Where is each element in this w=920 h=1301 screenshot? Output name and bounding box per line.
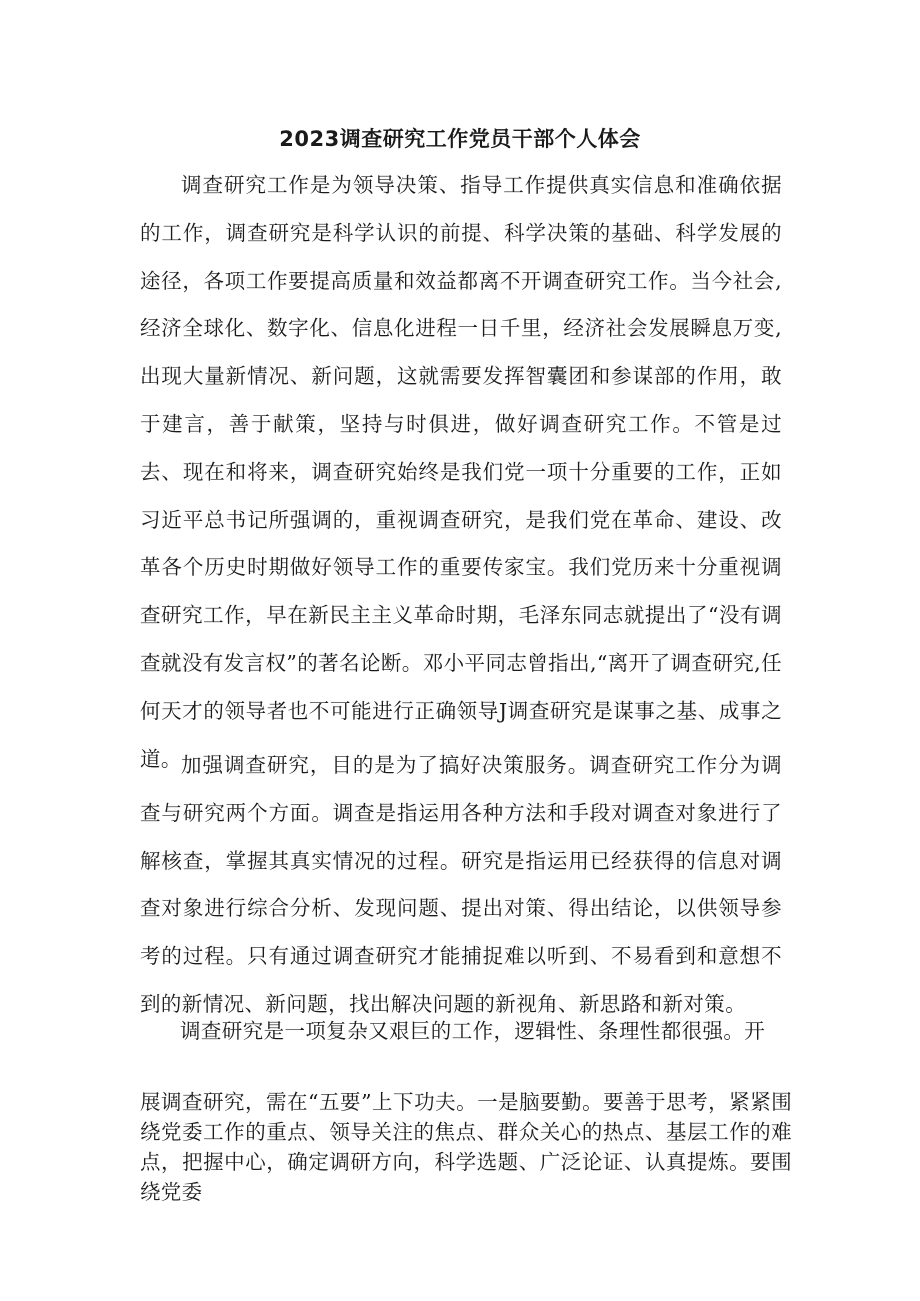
paragraph-3-first-line: 调查研究是一项复杂又艰巨的工作，逻辑性、条理性都很强。开 <box>180 1019 766 1043</box>
paragraph-3-continuation: 展调查研究，需在“五要”上下功夫。一是脑要勤。要善于思考，紧紧围绕党委工作的重点、领导关注的焦点、群众关心的热点、基层工作的难点，把握中心，确定调研方向，科学选题、广泛论证、认真提炼。要围绕党委 <box>140 1090 792 1204</box>
document-title: 2023调查研究工作党员干部个人体会 <box>279 127 641 151</box>
paragraph-1: 调查研究工作是为领导决策、指导工作提供真实信息和准确依据的工作，调查研究是科学认识的前提、科学决策的基础、科学发展的途径，各项工作要提高质量和效益都离不开调查研究工作。当今社会,经济全球化、数字化、信息化进程一日千里，经济社会发展瞬息万变,出现大量新情况、新问题，这就需要发挥智囊团和参谋部的作用，敢于建言，善于献策，坚持与时俱进，做好调查研究工作。不管是过去、现在和将来，调查研究始终是我们党一项十分重要的工作，正如习近平总书记所强调的，重视调查研究，是我们党在革命、建设、改革各个历史时期做好领导工作的重要传家宝。我们党历来十分重视调查研究工作，早在新民主主义革命时期，毛泽东同志就提出了“没有调查就没有发言权”的著名论断。邓小平同志曾指出,“离开了调查研究,任何天才的领导者也不可能进行正确领导J调查研究是谋事之基、成事之道。 <box>140 173 782 771</box>
paragraph-2: 加强调查研究，目的是为了搞好决策服务。调查研究工作分为调查与研究两个方面。调查是指运用各种方法和手段对调查对象进行了解核查，掌握其真实情况的过程。研究是指运用已经获得的信息对调查对象进行综合分析、发现问题、提出对策、得出结论，以供领导参考的过程。只有通过调查研究才能捕捉难以听到、不易看到和意想不到的新情况、新问题，找出解决问题的新视角、新思路和新对策。 <box>140 753 782 1016</box>
